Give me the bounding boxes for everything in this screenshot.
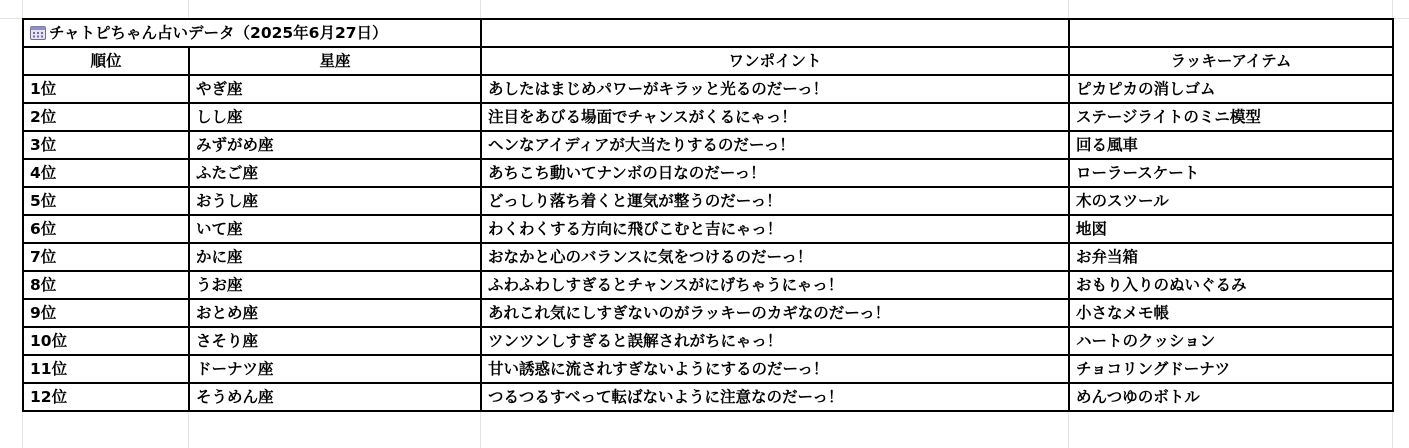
rank-cell[interactable]: 6位 xyxy=(23,215,189,243)
one-point-cell[interactable]: ツンツンしすぎると誤解されがちにゃっ！ xyxy=(481,327,1069,355)
title-row xyxy=(23,19,1393,47)
fortune-table xyxy=(22,18,1394,412)
rank-cell[interactable]: 7位 xyxy=(23,243,189,271)
rank-cell[interactable]: 11位 xyxy=(23,355,189,383)
table-row xyxy=(23,383,1393,411)
one-point-cell[interactable]: あれこれ気にしすぎないのがラッキーのカギなのだーっ！ xyxy=(481,299,1069,327)
sign-cell[interactable]: しし座 xyxy=(189,103,481,131)
sign-cell[interactable]: さそり座 xyxy=(189,327,481,355)
sign-cell[interactable]: みずがめ座 xyxy=(189,131,481,159)
lucky-item-cell[interactable]: 地図 xyxy=(1069,215,1393,243)
table-row xyxy=(23,299,1393,327)
rank-cell[interactable]: 3位 xyxy=(23,131,189,159)
table-row xyxy=(23,103,1393,131)
rank-cell[interactable]: 5位 xyxy=(23,187,189,215)
sign-cell[interactable]: おうし座 xyxy=(189,187,481,215)
empty-cell[interactable] xyxy=(1069,19,1393,47)
rank-cell[interactable]: 8位 xyxy=(23,271,189,299)
rank-cell[interactable]: 10位 xyxy=(23,327,189,355)
table-row xyxy=(23,215,1393,243)
sign-cell[interactable]: いて座 xyxy=(189,215,481,243)
sign-cell[interactable]: そうめん座 xyxy=(189,383,481,411)
header-rank[interactable]: 順位 xyxy=(23,47,189,75)
header-one-point[interactable]: ワンポイント xyxy=(481,47,1069,75)
header-sign[interactable]: 星座 xyxy=(189,47,481,75)
calendar-icon xyxy=(30,25,46,40)
one-point-cell[interactable]: つるつるすべって転ばないように注意なのだーっ！ xyxy=(481,383,1069,411)
one-point-cell[interactable]: 注目をあびる場面でチャンスがくるにゃっ！ xyxy=(481,103,1069,131)
one-point-cell[interactable]: あちこち動いてナンボの日なのだーっ！ xyxy=(481,159,1069,187)
sign-cell[interactable]: ふたご座 xyxy=(189,159,481,187)
lucky-item-cell[interactable]: ピカピカの消しゴム xyxy=(1069,75,1393,103)
sign-cell[interactable]: かに座 xyxy=(189,243,481,271)
lucky-item-cell[interactable]: お弁当箱 xyxy=(1069,243,1393,271)
lucky-item-cell[interactable]: ステージライトのミニ模型 xyxy=(1069,103,1393,131)
one-point-cell[interactable]: おなかと心のバランスに気をつけるのだーっ！ xyxy=(481,243,1069,271)
table-row xyxy=(23,355,1393,383)
sign-cell[interactable]: ドーナツ座 xyxy=(189,355,481,383)
table-row xyxy=(23,271,1393,299)
table-row xyxy=(23,75,1393,103)
table-row xyxy=(23,243,1393,271)
sheet-title: チャトピちゃん占いデータ（2025年6月27日） xyxy=(49,24,388,42)
rank-cell[interactable]: 12位 xyxy=(23,383,189,411)
table-row xyxy=(23,159,1393,187)
rank-cell[interactable]: 4位 xyxy=(23,159,189,187)
table-row xyxy=(23,327,1393,355)
lucky-item-cell[interactable]: ローラースケート xyxy=(1069,159,1393,187)
one-point-cell[interactable]: あしたはまじめパワーがキラッと光るのだーっ！ xyxy=(481,75,1069,103)
table-row xyxy=(23,131,1393,159)
sign-cell[interactable]: おとめ座 xyxy=(189,299,481,327)
one-point-cell[interactable]: ヘンなアイディアが大当たりするのだーっ！ xyxy=(481,131,1069,159)
table-row xyxy=(23,187,1393,215)
lucky-item-cell[interactable]: ハートのクッション xyxy=(1069,327,1393,355)
rank-cell[interactable]: 2位 xyxy=(23,103,189,131)
sign-cell[interactable]: やぎ座 xyxy=(189,75,481,103)
empty-cell[interactable] xyxy=(481,19,1069,47)
title-cell[interactable] xyxy=(23,19,481,47)
one-point-cell[interactable]: わくわくする方向に飛びこむと吉にゃっ！ xyxy=(481,215,1069,243)
lucky-item-cell[interactable]: めんつゆのボトル xyxy=(1069,383,1393,411)
lucky-item-cell[interactable]: 回る風車 xyxy=(1069,131,1393,159)
rank-cell[interactable]: 1位 xyxy=(23,75,189,103)
one-point-cell[interactable]: どっしり落ち着くと運気が整うのだーっ！ xyxy=(481,187,1069,215)
one-point-cell[interactable]: 甘い誘惑に流されすぎないようにするのだーっ！ xyxy=(481,355,1069,383)
lucky-item-cell[interactable]: 木のスツール xyxy=(1069,187,1393,215)
one-point-cell[interactable]: ふわふわしすぎるとチャンスがにげちゃうにゃっ！ xyxy=(481,271,1069,299)
lucky-item-cell[interactable]: 小さなメモ帳 xyxy=(1069,299,1393,327)
sign-cell[interactable]: うお座 xyxy=(189,271,481,299)
lucky-item-cell[interactable]: おもり入りのぬいぐるみ xyxy=(1069,271,1393,299)
rank-cell[interactable]: 9位 xyxy=(23,299,189,327)
lucky-item-cell[interactable]: チョコリングドーナツ xyxy=(1069,355,1393,383)
header-row xyxy=(23,47,1393,75)
header-lucky-item[interactable]: ラッキーアイテム xyxy=(1069,47,1393,75)
